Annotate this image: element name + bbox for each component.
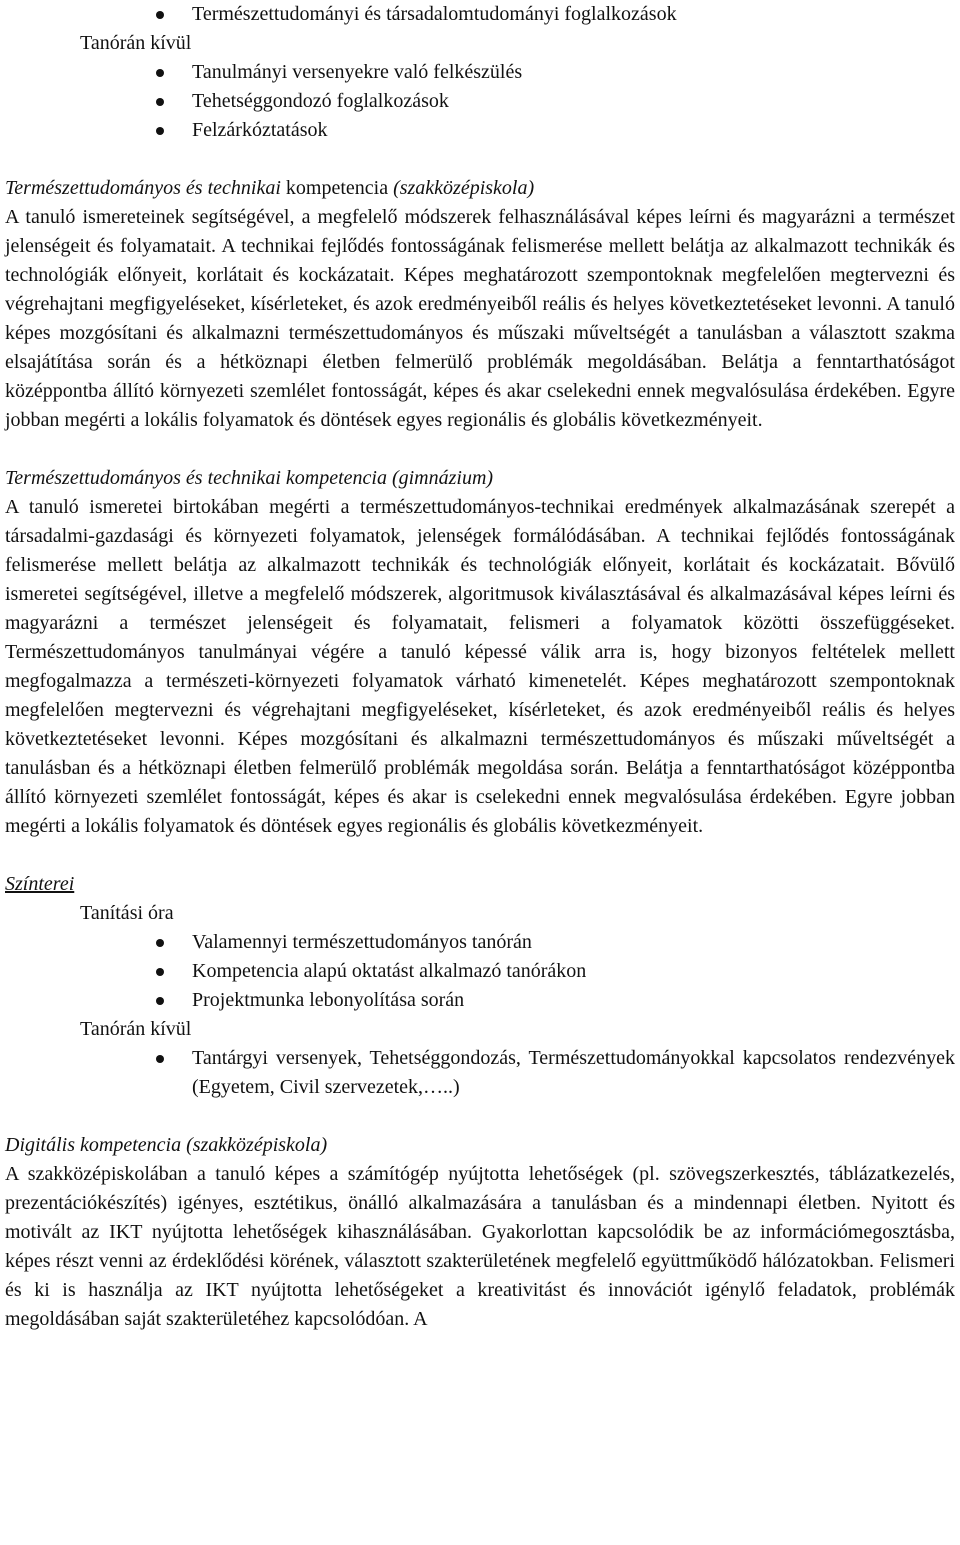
heading-text: Digitális kompetencia (szakközépiskola) (5, 1134, 328, 1156)
list-item: Projektmunka lebonyolítása során (192, 986, 955, 1015)
section-heading-science-gymnasium (5, 464, 955, 493)
list-item: Természettudományi és társadalomtudományi foglalkozások (192, 0, 955, 29)
paragraph-science-vocational: A tanuló ismereteinek segítségével, a megfelelő módszerek felhasználásával képes leírni és magyarázni a természet jelenségeit és folyamatait. A technikai fejlődés fontosságának felismerése mellett belátja az alkalmazott technikák és technológiák előnyeit, korlátait és kockázatait. Képes meghatározott szempontoknak megfelelően megtervezni és végrehajtani megfigyeléseket, kísérleteket, és azok eredményeiből reális és helyes következtetéseket levonni. A tanuló képes mozgósítani és alkalmazni természettudományos és műszaki műveltségét a tanulásban a választott szakma elsajátítása során és a hétköznapi életben felmerülő problémák megoldásában. Belátja a fenntarthatóságot középpontba állító környezeti szemlélet fontosságát, képes és akar cselekedni ennek megvalósulása érdekében. Egyre jobban megérti a lokális folyamatok és döntések egyes regionális és globális következményeit. (5, 206, 955, 431)
outside-lesson-label: Tanórán kívül (80, 1018, 192, 1040)
spacer (5, 435, 955, 464)
bullet-list-activities (5, 0, 955, 29)
section-heading-digital (5, 1131, 955, 1160)
list-item: Tehetséggondozó foglalkozások (192, 87, 955, 116)
heading-part: (szakközépiskola) (393, 177, 535, 199)
section-heading-science-vocational (5, 174, 955, 203)
spacer (5, 1102, 955, 1131)
heading-part: kompetencia (280, 177, 394, 199)
bullet-list-outside (5, 58, 955, 145)
spacer (5, 841, 955, 870)
heading-text: Természettudományos és technikai kompetencia (gimnázium) (5, 467, 494, 489)
outside-lesson-label: Tanórán kívül (80, 32, 192, 54)
document-page (5, 0, 955, 1334)
list-item: Felzárkóztatások (192, 116, 955, 145)
bullet-list-lesson (5, 928, 955, 1015)
paragraph-science-gymnasium: A tanuló ismeretei birtokában megérti a természettudományos-technikai eredmények alkalmazásának szerepét a társadalmi-gazdasági és környezeti folyamatok, jelenségek formálódásában. A technikai fejlődés fontosságának felismerése mellett belátja az alkalmazott technikák és technológiák előnyeit, korlátait és kockázatait. Bővülő ismeretei segítségével, illetve a megfelelő módszerek, algoritmusok kiválasztásával és alkalmazásával képes leírni és magyarázni a természet jelenségeit és folyamatait, felismeri a folyamatok közötti összefüggéseket. Természettudományos tanulmányai végére a tanuló képessé válik arra is, hogy bizonyos feltételek mellett megfogalmazza a természeti-környezeti folyamatok várható kimenetelét. Képes meghatározott szempontoknak megfelelően megtervezni és végrehajtani megfigyeléseket, kísérleteket, és azok eredményeiből reális és helyes következtetéseket levonni. Képes mozgósítani és alkalmazni természettudományos és műszaki műveltségét a tanulásban és a hétköznapi életben felmerülő problémák megoldása során. Belátja a fenntarthatóságot középpontba állító környezeti szemlélet fontosságát, képes és akar is cselekedni ennek megvalósulása érdekében. Egyre jobban megérti a lokális folyamatok és döntések egyes regionális és globális következményeit. (5, 496, 955, 837)
lesson-label: Tanítási óra (80, 902, 174, 924)
spacer (5, 145, 955, 174)
list-item: Tantárgyi versenyek, Tehetséggondozás, Természettudományokkal kapcsolatos rendezvények (Egyetem, Civil szervezetek,…..) (192, 1044, 955, 1102)
section-heading-venues: Színterei (5, 873, 75, 895)
list-item: Valamennyi természettudományos tanórán (192, 928, 955, 957)
list-item: Tanulmányi versenyekre való felkészülés (192, 58, 955, 87)
list-item: Kompetencia alapú oktatást alkalmazó tanórákon (192, 957, 955, 986)
heading-part: Természettudományos és technikai (5, 177, 281, 199)
bullet-list-outside-events (5, 1044, 955, 1102)
paragraph-digital: A szakközépiskolában a tanuló képes a számítógép nyújtotta lehetőségek (pl. szövegszerkesztés, táblázatkezelés, prezentációkészítés) igényes, esztétikus, önálló alkalmazására a tanulásban és a mindennapi életben. Nyitott és motivált az IKT nyújtotta lehetőségek kihasználásában. Gyakorlottan kapcsolódik be az információmegosztásba, képes részt venni az érdeklődési körének, választott szakterületének megfelelő együttműködő hálózatokban. Felismeri és ki is használja az IKT nyújtotta lehetőségeket a kreativitást és innovációt igénylő feladatok, problémák megoldásában saját szakterületéhez kapcsolódóan. A (5, 1163, 955, 1330)
